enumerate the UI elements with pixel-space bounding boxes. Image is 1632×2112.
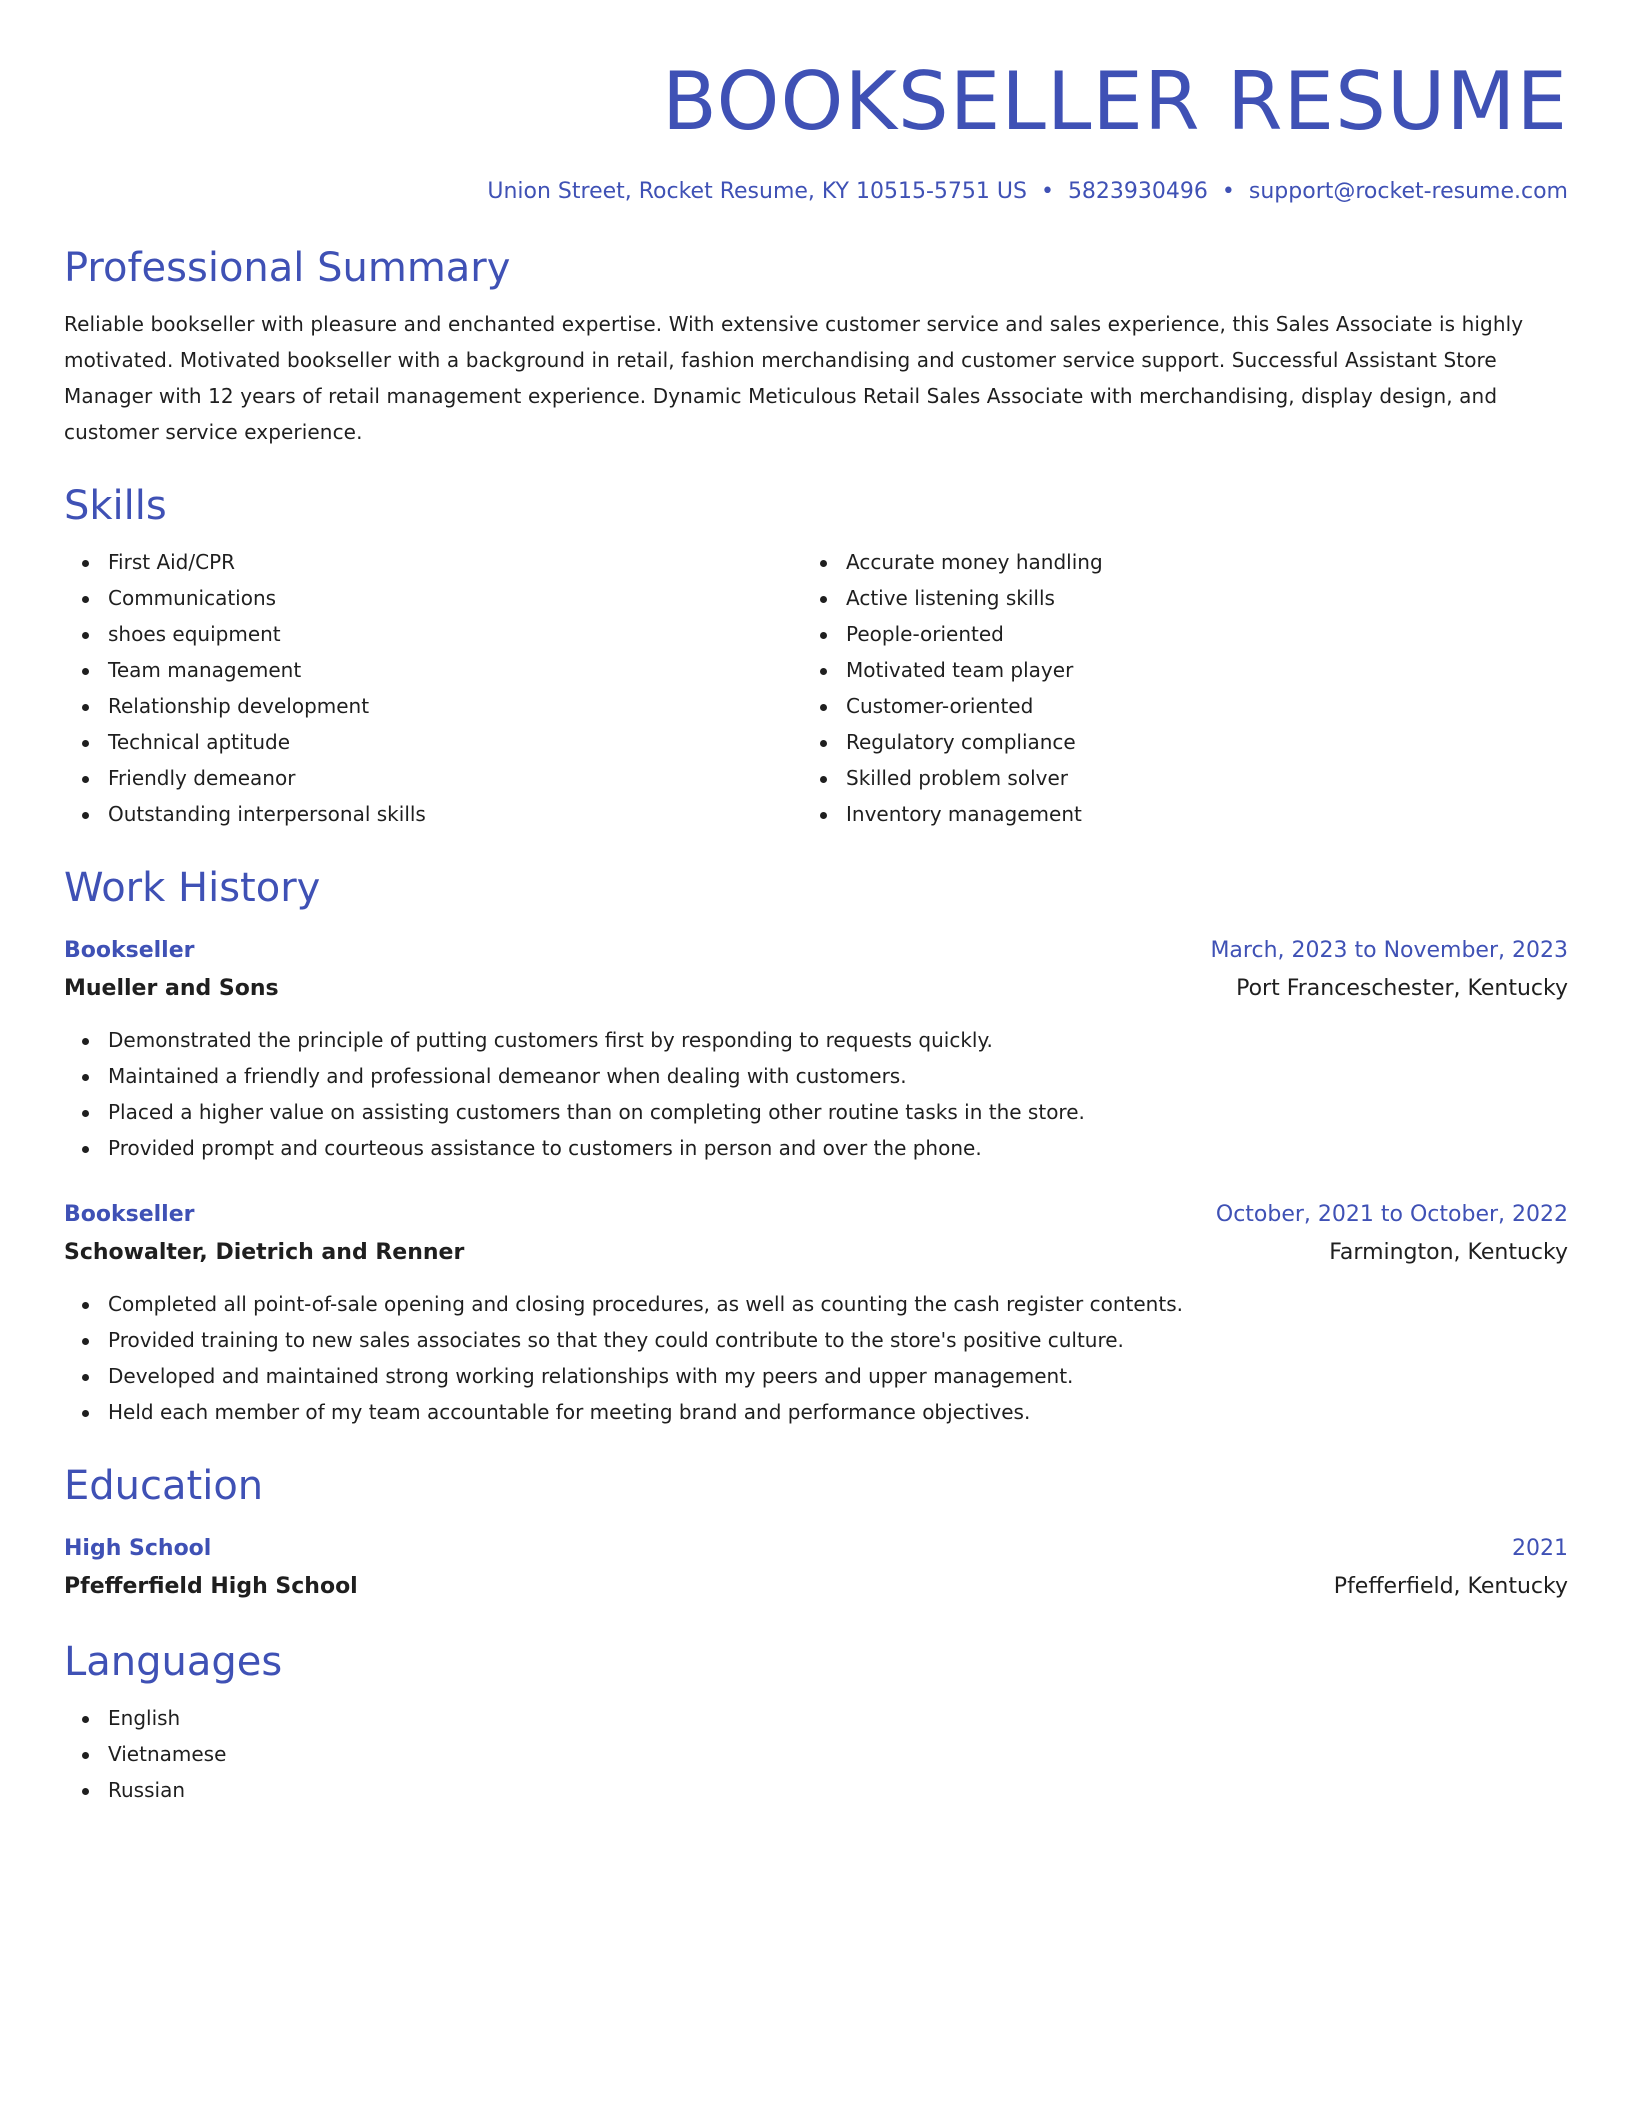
education-degree: High School [64, 1536, 212, 1561]
education-school: Pfefferfield High School [64, 1574, 358, 1599]
section-title: Work History [64, 865, 321, 911]
job-duty: Provided training to new sales associates so that they could contribute to the store's positive culture. [64, 1322, 1568, 1358]
contact-phone[interactable]: 5823930496 [1067, 179, 1208, 204]
job-duties-list [64, 1022, 1568, 1166]
summary-text: Reliable bookseller with pleasure and enchanted expertise. With extensive customer service and sales experience, this Sales Associate is highly motivated. Motivated bookseller with a background in retail, fashion merchandising and customer service support. Successful Assistant Store Manager with 12 years of retail management experience. Dynamic Meticulous Retail Sales Associate with merchandising, display design, and customer service experience. [64, 312, 1524, 444]
education-location: Pfefferfield, Kentucky [1333, 1574, 1568, 1599]
section-title: Professional Summary [64, 245, 511, 291]
job-title: Bookseller [64, 938, 195, 963]
skill-item: Outstanding interpersonal skills [64, 796, 802, 832]
skill-item: People-oriented [802, 616, 1540, 652]
job-duty: Maintained a friendly and professional demeanor when dealing with customers. [64, 1058, 1568, 1094]
job-title-row [64, 1196, 1568, 1234]
education-section [64, 1460, 1568, 1606]
languages-section [64, 1636, 1568, 1808]
job-duties-list [64, 1286, 1568, 1430]
job-employer: Mueller and Sons [64, 976, 279, 1001]
skills-section [64, 480, 1568, 832]
skill-item: Skilled problem solver [802, 760, 1540, 796]
skills-columns [64, 544, 1568, 832]
skill-item: Team management [64, 652, 802, 688]
language-item: Russian [64, 1772, 1568, 1808]
job-duty: Developed and maintained strong working relationships with my peers and upper management. [64, 1358, 1568, 1394]
skill-item: First Aid/CPR [64, 544, 802, 580]
contact-email[interactable]: support@rocket-resume.com [1248, 179, 1568, 204]
skills-column-left [64, 544, 802, 832]
education-degree-row [64, 1530, 1568, 1568]
professional-summary-section [64, 242, 1568, 450]
language-item: Vietnamese [64, 1736, 1568, 1772]
job-entry [64, 932, 1568, 1166]
contact-address: Union Street, Rocket Resume, KY 10515-5751 US [487, 179, 1027, 204]
skill-item: Customer-oriented [802, 688, 1540, 724]
job-entry [64, 1196, 1568, 1430]
resume-header [64, 52, 1568, 208]
section-title: Languages [64, 1639, 283, 1685]
job-title-row [64, 932, 1568, 970]
skill-item: Communications [64, 580, 802, 616]
skill-item: shoes equipment [64, 616, 802, 652]
job-employer-row [64, 1234, 1568, 1272]
contact-separator: • [1221, 179, 1235, 204]
skills-list [64, 544, 802, 832]
job-duty: Demonstrated the principle of putting customers first by responding to requests quickly. [64, 1022, 1568, 1058]
job-location: Farmington, Kentucky [1329, 1240, 1568, 1265]
skill-item: Regulatory compliance [802, 724, 1540, 760]
skill-item: Accurate money handling [802, 544, 1540, 580]
job-duty: Provided prompt and courteous assistance to customers in person and over the phone. [64, 1130, 1568, 1166]
work-history-section [64, 862, 1568, 1430]
job-employer-row [64, 970, 1568, 1008]
job-dates: March, 2023 to November, 2023 [1210, 938, 1568, 963]
education-school-row [64, 1568, 1568, 1606]
resume-title: BOOKSELLER RESUME [662, 55, 1568, 148]
contact-separator: • [1040, 179, 1054, 204]
job-title: Bookseller [64, 1202, 195, 1227]
skills-list [802, 544, 1540, 832]
job-duty: Placed a higher value on assisting customers than on completing other routine tasks in the store. [64, 1094, 1568, 1130]
skill-item: Active listening skills [802, 580, 1540, 616]
skill-item: Relationship development [64, 688, 802, 724]
section-title: Skills [64, 483, 167, 529]
contact-line [64, 176, 1568, 208]
skill-item: Technical aptitude [64, 724, 802, 760]
job-employer: Schowalter, Dietrich and Renner [64, 1240, 465, 1265]
job-duty: Held each member of my team accountable for meeting brand and performance objectives. [64, 1394, 1568, 1430]
education-entry [64, 1530, 1568, 1606]
skill-item: Motivated team player [802, 652, 1540, 688]
education-year: 2021 [1512, 1536, 1568, 1561]
skill-item: Friendly demeanor [64, 760, 802, 796]
job-location: Port Franceschester, Kentucky [1236, 976, 1568, 1001]
languages-list [64, 1700, 1568, 1808]
skill-item: Inventory management [802, 796, 1540, 832]
section-title: Education [64, 1463, 264, 1509]
job-dates: October, 2021 to October, 2022 [1215, 1202, 1568, 1227]
language-item: English [64, 1700, 1568, 1736]
skills-column-right [802, 544, 1540, 832]
job-duty: Completed all point-of-sale opening and closing procedures, as well as counting the cash register contents. [64, 1286, 1568, 1322]
